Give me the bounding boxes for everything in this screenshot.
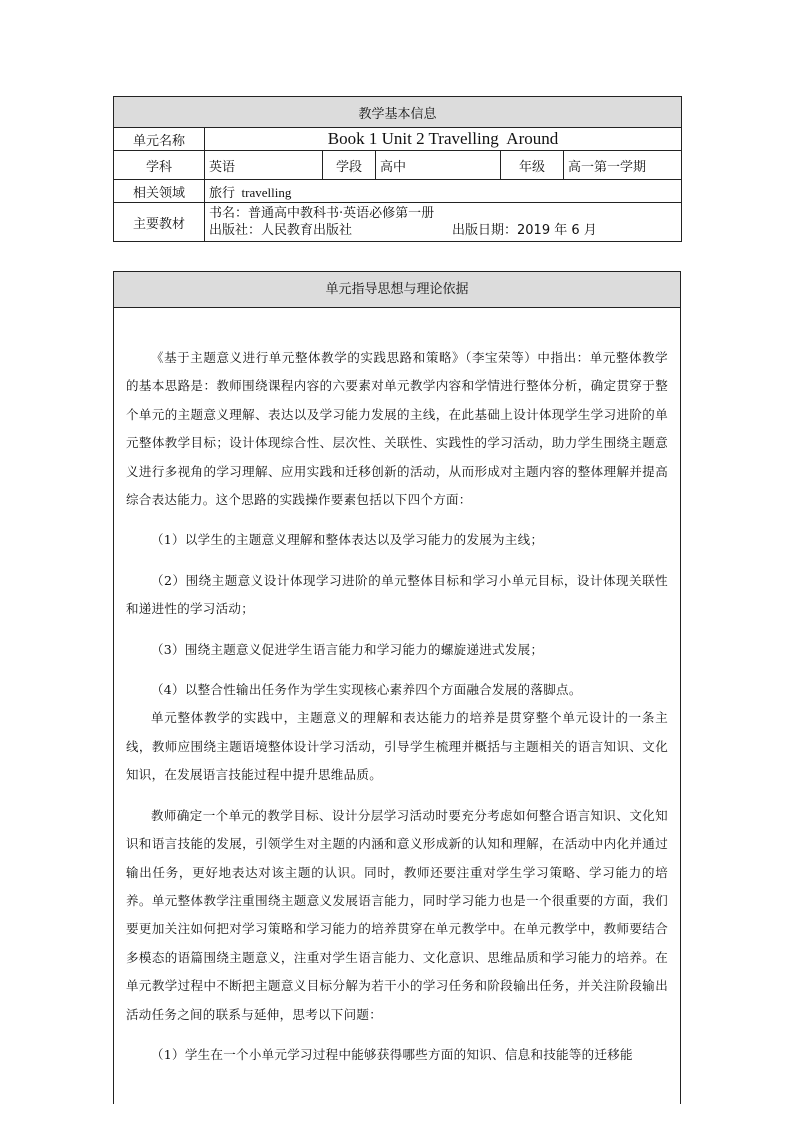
guidance-section bbox=[113, 271, 681, 1104]
guidance-list-item: （1）学生在一个小单元学习过程中能够获得哪些方面的知识、信息和技能等的迁移能 bbox=[151, 1046, 633, 1062]
guidance-list-item: （2）围绕主题意义设计体现学习进阶的单元整体目标和学习小单元目标，设计体现关联性和递进性的学习活动； bbox=[126, 572, 668, 617]
field-value: 旅行 travelling bbox=[205, 180, 682, 203]
material-label: 主要教材 bbox=[114, 203, 205, 242]
stage-label: 学段 bbox=[323, 151, 376, 180]
guidance-paragraph: 单元整体教学的实践中，主题意义的理解和表达能力的培养是贯穿整个单元设计的一条主线，教师应围绕主题语境整体设计学习活动，引导学生梳理并概括与主题相关的语言知识、文化知识，在发展语言技能过程中提升思维品质。 bbox=[126, 710, 668, 783]
guidance-list-item: （4）以整合性输出任务作为学生实现核心素养四个方面融合发展的落脚点。 bbox=[151, 682, 582, 698]
material-date: 出版日期：2019 年 6 月 bbox=[452, 223, 597, 238]
unit-name-value: Book 1 Unit 2 Travelling Around bbox=[205, 128, 682, 151]
material-publisher: 出版社：人民教育出版社 bbox=[209, 223, 353, 238]
stage-value: 高中 bbox=[376, 151, 501, 180]
material-info bbox=[205, 203, 682, 242]
unit-name-label: 单元名称 bbox=[114, 128, 205, 151]
guidance-paragraph: 教师确定一个单元的教学目标、设计分层学习活动时要充分考虑如何整合语言知识、文化知识和语言技能的发展，引领学生对主题的内涵和意义形成新的认知和理解，在活动中内化并通过输出任务，更好地表达对该主题的认识。同时，教师还要注重对学生学习策略、学习能力的培养。单元整体教学注重围绕主题意义发展语言能力，同时学习能力也是一个很重要的方面，我们要更加关注如何把对学习策略和学习能力的培养贯穿在单元教学中。在单元教学中，教师要结合多模态的语篇围绕主题意义，注重对学生语言能力、文化意识、思维品质和学习能力的培养。在单元教学过程中不断把主题意义目标分解为若干小的学习任务和阶段输出任务，并关注阶段输出活动任务之间的联系与延伸，思考以下问题： bbox=[126, 807, 668, 1022]
grade-value: 高一第一学期 bbox=[564, 151, 682, 180]
subject-label: 学科 bbox=[114, 151, 205, 180]
guidance-list-item: （3）围绕主题意义促进学生语言能力和学习能力的螺旋递进式发展； bbox=[151, 641, 544, 657]
material-book: 书名：普通高中教科书·英语必修第一册 bbox=[209, 206, 435, 221]
guidance-paragraph: 《基于主题意义进行单元整体教学的实践思路和策略》（李宝荣等）中指出：单元整体教学的基本思路是：教师围绕课程内容的六要素对单元教学内容和学情进行整体分析，确定贯穿于整个单元的主题意义理解、表达以及学习能力发展的主线，在此基础上设计体现学生学习进阶的单元整体教学目标；设计体现综合性、层次性、关联性、实践性的学习活动，助力学生围绕主题意义进行多视角的学习理解、应用实践和迁移创新的活动，从而形成对主题内容的整体理解并提高综合表达能力。这个思路的实践操作要素包括以下四个方面： bbox=[126, 350, 668, 508]
basic-info-header: 教学基本信息 bbox=[114, 97, 682, 128]
guidance-header: 单元指导思想与理论依据 bbox=[114, 272, 680, 308]
material-publisher-line bbox=[209, 222, 677, 239]
subject-value: 英语 bbox=[205, 151, 323, 180]
grade-label: 年级 bbox=[501, 151, 564, 180]
field-label: 相关领域 bbox=[114, 180, 205, 203]
basic-info-table bbox=[113, 96, 682, 242]
guidance-content bbox=[114, 308, 680, 1069]
guidance-list-item: （1）以学生的主题意义理解和整体表达以及学习能力的发展为主线； bbox=[151, 532, 544, 548]
